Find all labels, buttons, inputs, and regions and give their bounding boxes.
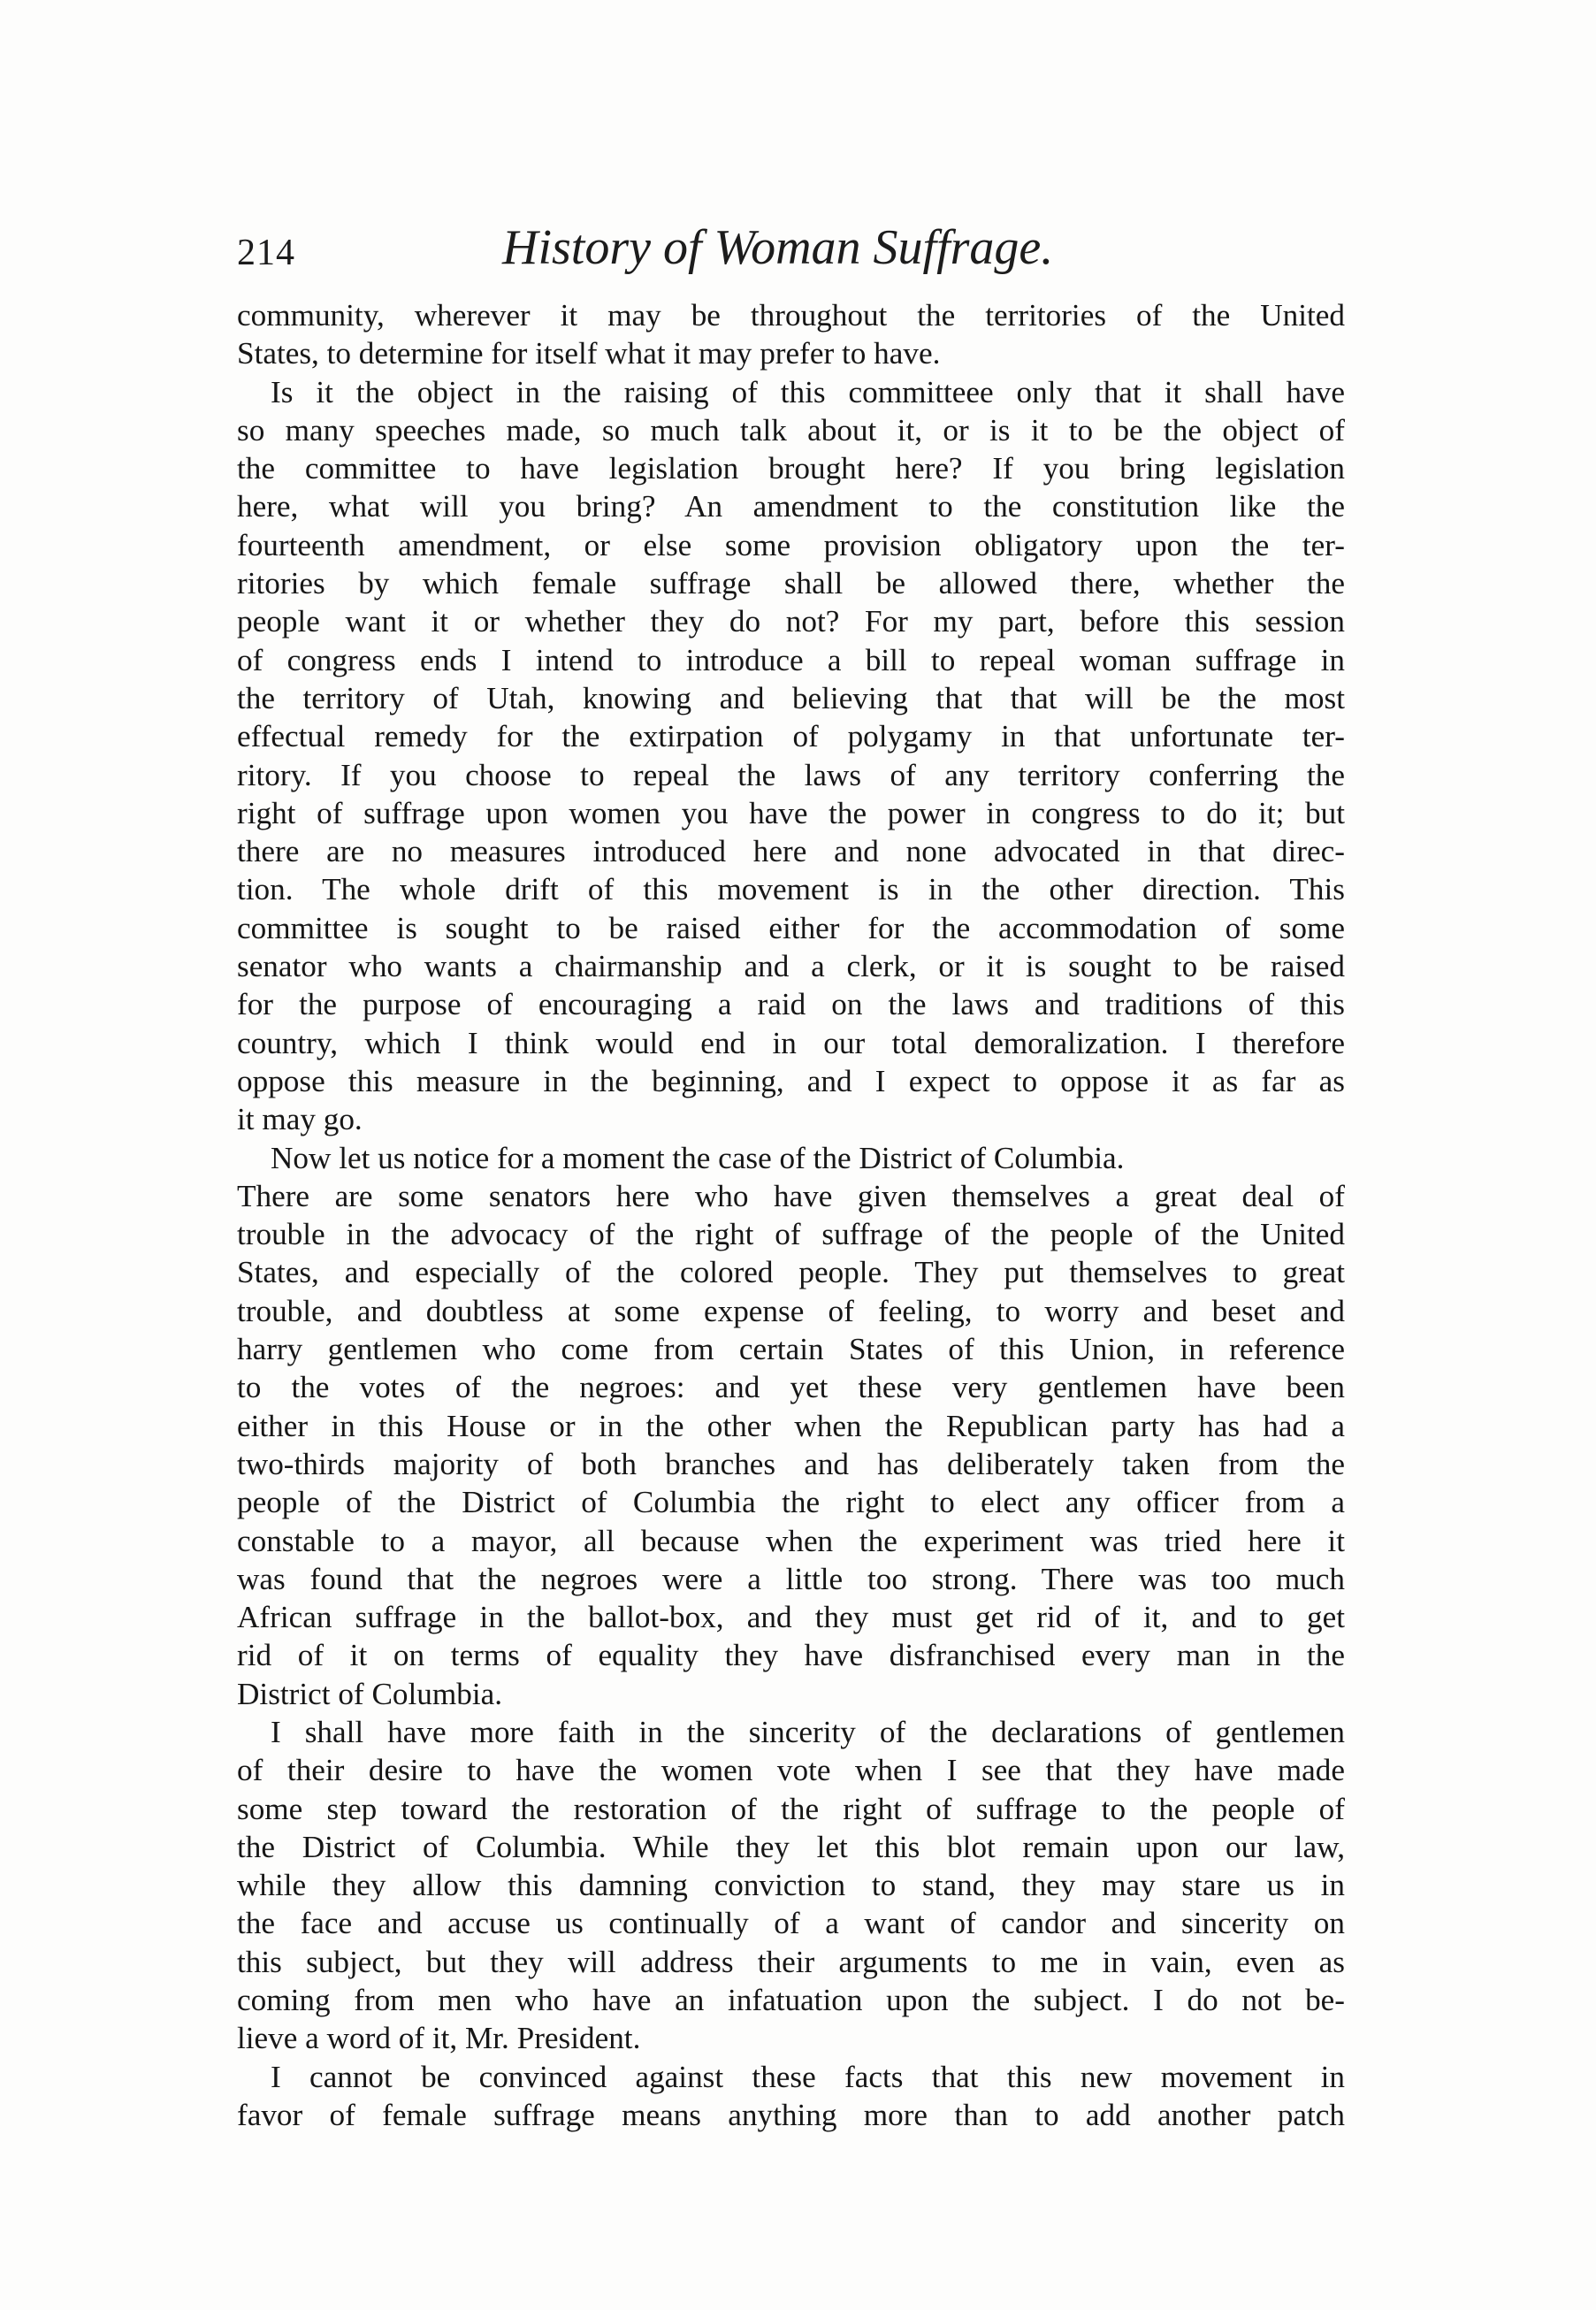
text-line: I cannot be convinced against these facts that this new movement in xyxy=(271,2059,1345,2094)
text-line: the territory of Utah, knowing and believing that that will be the most xyxy=(237,680,1345,715)
text-line: Is it the object in the raising of this committeee only that it shall have xyxy=(271,374,1345,409)
text-line: the District of Columbia. While they let this blot remain upon our law, xyxy=(237,1829,1345,1864)
text-line: States, to determine for itself what it may prefer to have. xyxy=(237,336,941,371)
text-line: oppose this measure in the beginning, and I expect to oppose it as far as xyxy=(237,1063,1345,1098)
text-line: trouble, and doubtless at some expense of feeling, to worry and beset and xyxy=(237,1293,1345,1328)
text-line: to the votes of the negroes: and yet these very gentlemen have been xyxy=(237,1370,1345,1405)
text-line: I shall have more faith in the sincerity of the declarations of gentlemen xyxy=(271,1714,1345,1749)
page-number: 214 xyxy=(237,233,295,273)
text-line: the face and accuse us continually of a want of candor and sincerity on xyxy=(237,1906,1345,1941)
text-line: right of suffrage upon women you have the power in congress to do it; but xyxy=(237,795,1345,830)
text-line: African suffrage in the ballot-box, and they must get rid of it, and to get xyxy=(237,1600,1345,1635)
text-line: community, wherever it may be throughout the territories of the United xyxy=(237,298,1345,333)
text-line: some step toward the restoration of the right of suffrage to the people of xyxy=(237,1791,1345,1826)
text-line: of congress ends I intend to introduce a bill to repeal woman suffrage in xyxy=(237,642,1345,677)
body-text xyxy=(237,296,1345,2134)
text-line: senator who wants a chairmanship and a clerk, or it is sought to be raised xyxy=(237,949,1345,984)
text-line: two-thirds majority of both branches and has deliberately taken from the xyxy=(237,1446,1345,1481)
text-line: coming from men who have an infatuation upon the subject. I do not be- xyxy=(237,1983,1345,2018)
text-line: either in this House or in the other when the Republican party has had a xyxy=(237,1408,1345,1443)
text-line: ritories by which female suffrage shall be allowed there, whether the xyxy=(237,566,1345,601)
text-line: ritory. If you choose to repeal the laws of any territory conferring the xyxy=(237,757,1345,792)
text-line: District of Columbia. xyxy=(237,1676,503,1711)
text-line: favor of female suffrage means anything more than to add another patch xyxy=(237,2097,1345,2132)
text-line: fourteenth amendment, or else some provision obligatory upon the ter- xyxy=(237,527,1345,562)
text-line: people want it or whether they do not? For my part, before this session xyxy=(237,604,1345,639)
text-line: so many speeches made, so much talk about it, or is it to be the object of xyxy=(237,412,1345,447)
text-line: people of the District of Columbia the right to elect any officer from a xyxy=(237,1485,1345,1520)
text-line: States, and especially of the colored people. They put themselves to great xyxy=(237,1255,1345,1290)
book-title: History of Woman Suffrage. xyxy=(502,220,1054,275)
text-line: lieve a word of it, Mr. President. xyxy=(237,2021,641,2056)
text-line: was found that the negroes were a little too strong. There was too much xyxy=(237,1561,1345,1596)
text-line: committee is sought to be raised either for the accommodation of some xyxy=(237,910,1345,945)
text-line: the committee to have legislation brought here? If you bring legislation xyxy=(237,451,1345,486)
running-head xyxy=(237,205,1351,276)
text-line: harry gentlemen who come from certain States of this Union, in reference xyxy=(237,1332,1345,1367)
text-line: trouble in the advocacy of the right of suffrage of the people of the United xyxy=(237,1217,1345,1252)
text-line: of their desire to have the women vote when I see that they have made xyxy=(237,1753,1345,1788)
text-line: there are no measures introduced here and none advocated in that direc- xyxy=(237,834,1345,869)
text-line: rid of it on terms of equality they have disfranchised every man in the xyxy=(237,1638,1345,1673)
text-line: for the purpose of encouraging a raid on the laws and traditions of this xyxy=(237,987,1345,1022)
text-line: effectual remedy for the extirpation of polygamy in that unfortunate ter- xyxy=(237,719,1345,754)
text-line: while they allow this damning conviction to stand, they may stare us in xyxy=(237,1868,1345,1903)
text-line: it may go. xyxy=(237,1102,363,1137)
text-line: There are some senators here who have given themselves a great deal of xyxy=(237,1178,1345,1213)
text-line: here, what will you bring? An amendment to the constitution like the xyxy=(237,489,1345,524)
text-line: Now let us notice for a moment the case of the District of Columbia. xyxy=(271,1140,1125,1175)
text-line: tion. The whole drift of this movement is in the other direction. This xyxy=(237,872,1345,907)
text-line: this subject, but they will address their arguments to me in vain, even as xyxy=(237,1944,1345,1979)
text-line: constable to a mayor, all because when the experiment was tried here it xyxy=(237,1523,1345,1558)
text-line: country, which I think would end in our total demoralization. I therefore xyxy=(237,1025,1345,1060)
